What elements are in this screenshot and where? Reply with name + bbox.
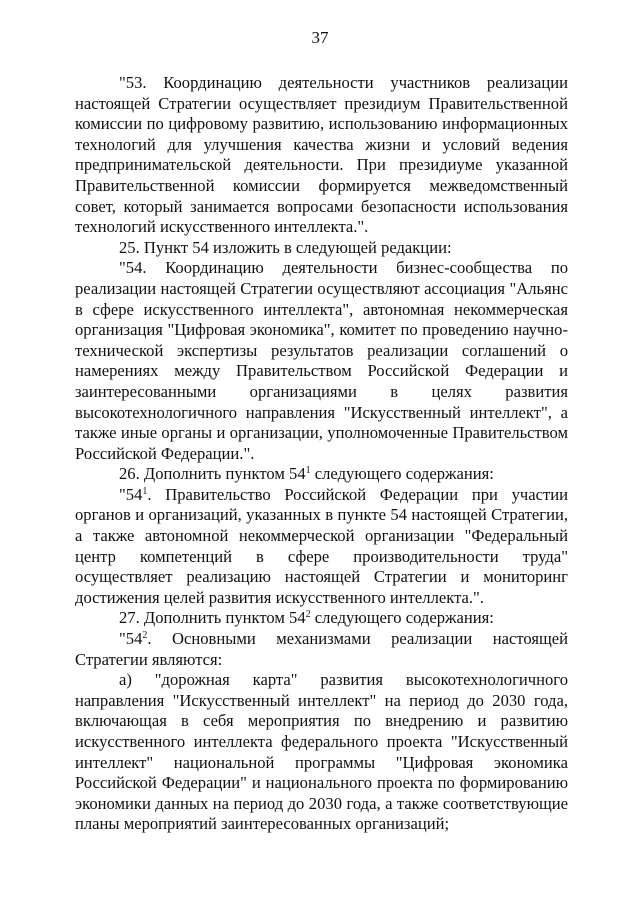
- amendment-27-tail: следующего содержания:: [310, 608, 494, 628]
- point-54-2-text: . Основными механизмами реализации настоящей Стратегии являются:: [75, 629, 568, 669]
- paragraph-54: "54. Координацию деятельности бизнес-сообщества по реализации настоящей Стратегии осуществляют ассоциация "Альянс в сфере искусственного интеллекта", автономная некоммерческая организация "Цифровая экономика", комитет по проведению научно-технической экспертизы результатов реализации соглашений о намерениях между Правительством Российской Федерации и заинтересованными организациями в целях развития высокотехнологичного направления "Искусственный интеллект", а также иные органы и организации, уполномоченные Правительством Российской Федерации.".: [75, 258, 568, 463]
- superscript-1: 1: [142, 485, 148, 497]
- list-item-a: а) "дорожная карта" развития высокотехнологичного направления "Искусственный интеллект" на период до 2030 года, включающая в себя мероприятия по внедрению и развитию искусственного интеллекта федерального проекта "Искусственный интеллект" национальной программы "Цифровая экономика Российской Федерации" и национального проекта по формированию экономики данных на период до 2030 года, а также соответствующие планы мероприятий заинтересованных организаций;: [75, 670, 568, 834]
- superscript-2: 2: [142, 630, 148, 642]
- point-54-2-start: "54: [119, 629, 143, 649]
- superscript-2: 2: [305, 609, 311, 621]
- superscript-1: 1: [305, 465, 311, 477]
- point-54-1-start: "54: [119, 484, 143, 504]
- page-number: 37: [311, 28, 329, 47]
- document-body: [75, 73, 568, 835]
- paragraph-amendment-27: [75, 608, 568, 629]
- amendment-26-text: 26. Дополнить пунктом 54: [119, 464, 306, 484]
- paragraph-54-2: [75, 629, 568, 670]
- point-54-1-text: . Правительство Российской Федерации при участии органов и организаций, указанных в пункте 54 настоящей Стратегии, а также автономной некоммерческой организации "Федеральный центр компетенций в сфере производительности труда" осуществляет реализацию настоящей Стратегии и мониторинг достижения целей развития искусственного интеллекта.".: [75, 484, 568, 607]
- paragraph-amendment-25: 25. Пункт 54 изложить в следующей редакции:: [119, 237, 452, 257]
- paragraph-54-1: [75, 485, 568, 609]
- amendment-27-text: 27. Дополнить пунктом 54: [119, 608, 306, 628]
- amendment-26-tail: следующего содержания:: [310, 464, 494, 484]
- paragraph-53: "53. Координацию деятельности участников реализации настоящей Стратегии осуществляет президиум Правительственной комиссии по цифровому развитию, использованию информационных технологий для улучшения качества жизни и условий ведения предпринимательской деятельности. При президиуме указанной Правительственной комиссии формируется межведомственный совет, который занимается вопросами безопасности использования технологий искусственного интеллекта.".: [75, 73, 568, 237]
- paragraph-amendment-26: [75, 464, 568, 485]
